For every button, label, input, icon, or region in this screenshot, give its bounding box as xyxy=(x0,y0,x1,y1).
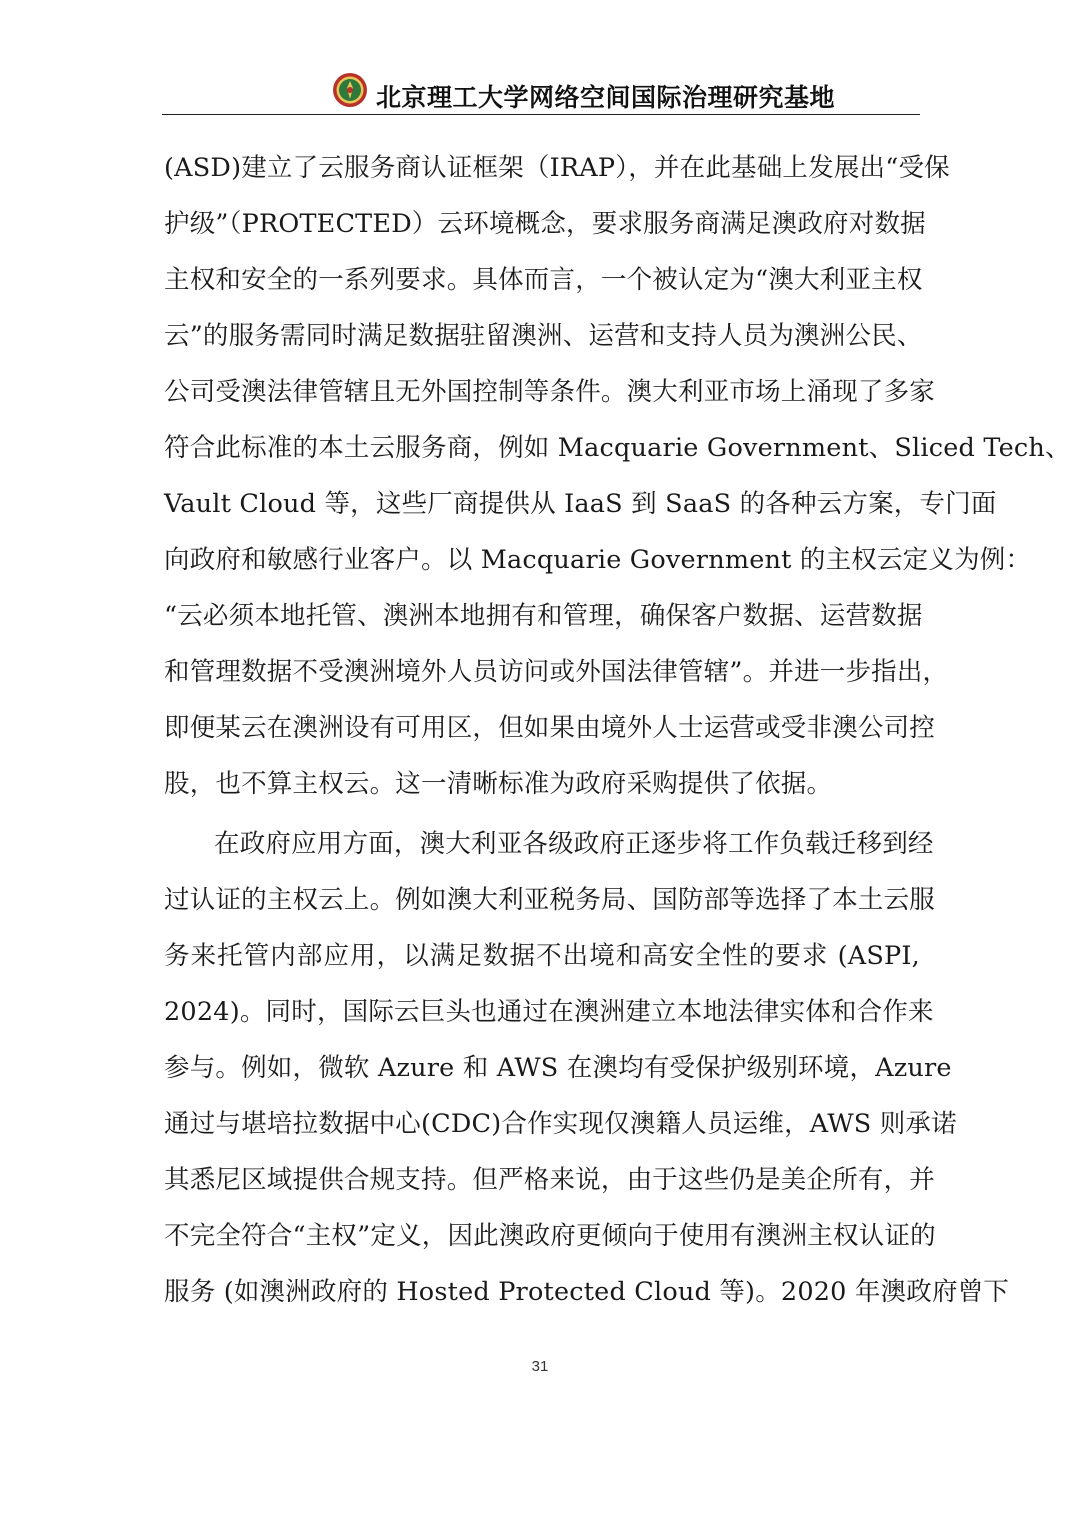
text-line: 公司受澳法律管辖且无外国控制等条件。澳大利亚市场上涌现了多家 xyxy=(164,377,936,407)
text-line: 不完全符合“主权”定义，因此澳政府更倾向于使用有澳洲主权认证的 xyxy=(164,1221,936,1251)
paragraph xyxy=(164,816,1010,1320)
text-line: 和管理数据不受澳洲境外人员访问或外国法律管辖”。并进一步指出， xyxy=(164,657,949,687)
text-line: 参与。例如，微软 Azure 和 AWS 在澳均有受保护级别环境，Azure xyxy=(164,1053,952,1083)
text-line: 股，也不算主权云。这一清晰标准为政府采购提供了依据。 xyxy=(164,769,833,799)
text-line: 通过与堪培拉数据中心(CDC)合作实现仅澳籍人员运维，AWS 则承诺 xyxy=(164,1109,957,1139)
text-line: 符合此标准的本土云服务商，例如 Macquarie Government、Sliced Tech、 xyxy=(164,433,1071,463)
header-title: 北京理工大学网络空间国际治理研究基地 xyxy=(376,83,836,112)
text-line: Vault Cloud 等，这些厂商提供从 IaaS 到 SaaS 的各种云方案，专门面 xyxy=(164,489,997,519)
text-line: “云必须本地托管、澳洲本地拥有和管理，确保客户数据、运营数据 xyxy=(164,601,923,631)
text-line: 即便某云在澳洲设有可用区，但如果由境外人士运营或受非澳公司控 xyxy=(164,713,936,743)
page-header xyxy=(162,66,920,118)
text-line: 其悉尼区域提供合规支持。但严格来说，由于这些仍是美企所有，并 xyxy=(164,1165,936,1195)
text-line: 云”的服务需同时满足数据驻留澳洲、运营和支持人员为澳洲公民、 xyxy=(164,321,923,351)
text-line: 主权和安全的一系列要求。具体而言，一个被认定为“澳大利亚主权 xyxy=(164,265,923,295)
text-line: 服务 (如澳洲政府的 Hosted Protected Cloud 等)。2020 年澳政府曾下 xyxy=(164,1277,1010,1307)
text-line: 2024)。同时，国际云巨头也通过在澳洲建立本地法律实体和合作来 xyxy=(164,997,934,1027)
text-line: 在政府应用方面，澳大利亚各级政府正逐步将工作负载迁移到经 xyxy=(214,829,934,859)
text-line: 过认证的主权云上。例如澳大利亚税务局、国防部等选择了本土云服 xyxy=(164,885,936,915)
text-line: 向政府和敏感行业客户。以 Macquarie Government 的主权云定义为例： xyxy=(164,545,1032,575)
text-line: 务来托管内部应用，以满足数据不出境和高安全性的要求 (ASPI, xyxy=(164,941,920,971)
text-line: 护级”（PROTECTED）云环境概念，要求服务商满足澳政府对数据 xyxy=(164,209,926,239)
university-seal-logo-icon xyxy=(332,72,368,108)
paragraph xyxy=(164,140,1071,812)
text-line: (ASD)建立了云服务商认证框架（IRAP），并在此基础上发展出“受保 xyxy=(164,153,950,183)
body-text xyxy=(164,140,1071,1320)
page-number: 31 xyxy=(531,1358,549,1375)
header-divider xyxy=(162,114,920,115)
